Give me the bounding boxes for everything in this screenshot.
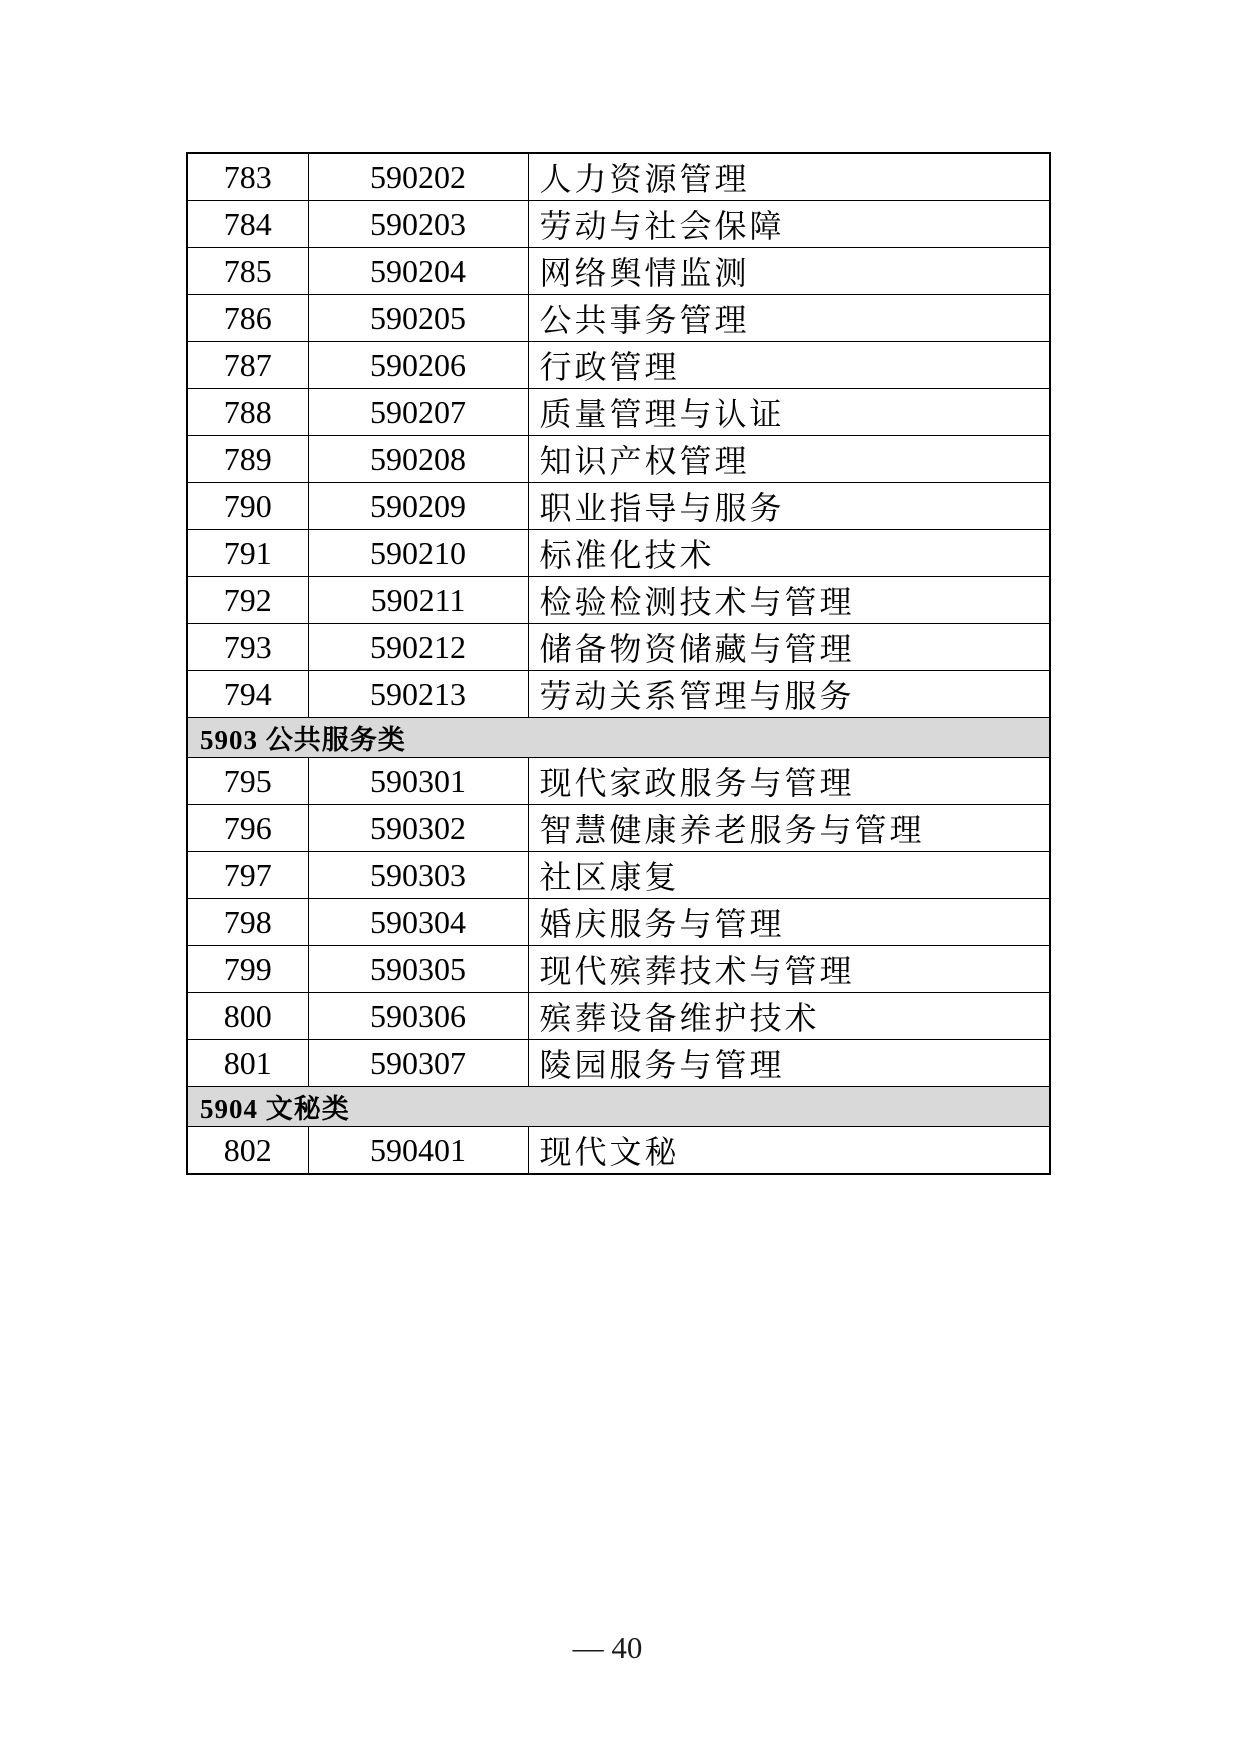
- major-code-cell: 590208: [308, 436, 528, 483]
- major-name-cell: 质量管理与认证: [528, 389, 1050, 436]
- major-code-cell: 590202: [308, 153, 528, 201]
- serial-number-cell: 783: [187, 153, 308, 201]
- major-code-cell: 590302: [308, 805, 528, 852]
- major-code-cell: 590307: [308, 1040, 528, 1087]
- major-name-cell: 职业指导与服务: [528, 483, 1050, 530]
- majors-code-table: [186, 152, 1051, 1175]
- serial-number-cell: 795: [187, 758, 308, 805]
- table-row: [187, 295, 1050, 342]
- major-name-cell: 殡葬设备维护技术: [528, 993, 1050, 1040]
- major-code-cell: 590306: [308, 993, 528, 1040]
- serial-number-cell: 784: [187, 201, 308, 248]
- major-name-cell: 知识产权管理: [528, 436, 1050, 483]
- table-row: [187, 758, 1050, 805]
- section-header-row: [187, 718, 1050, 758]
- table-row: [187, 389, 1050, 436]
- table-row: [187, 1040, 1050, 1087]
- serial-number-cell: 799: [187, 946, 308, 993]
- table-row: [187, 577, 1050, 624]
- major-code-cell: 590401: [308, 1127, 528, 1175]
- section-header: 5904 文秘类: [187, 1087, 1050, 1127]
- page-number: — 40: [572, 1630, 643, 1665]
- table-row: [187, 805, 1050, 852]
- table-row: [187, 624, 1050, 671]
- table-row: [187, 671, 1050, 718]
- major-code-cell: 590207: [308, 389, 528, 436]
- table-row: [187, 342, 1050, 389]
- major-name-cell: 社区康复: [528, 852, 1050, 899]
- major-name-cell: 劳动关系管理与服务: [528, 671, 1050, 718]
- serial-number-cell: 796: [187, 805, 308, 852]
- major-name-cell: 人力资源管理: [528, 153, 1050, 201]
- table-row: [187, 899, 1050, 946]
- table-row: [187, 248, 1050, 295]
- serial-number-cell: 790: [187, 483, 308, 530]
- serial-number-cell: 785: [187, 248, 308, 295]
- major-code-cell: 590205: [308, 295, 528, 342]
- major-name-cell: 劳动与社会保障: [528, 201, 1050, 248]
- serial-number-cell: 792: [187, 577, 308, 624]
- major-name-cell: 智慧健康养老服务与管理: [528, 805, 1050, 852]
- serial-number-cell: 789: [187, 436, 308, 483]
- serial-number-cell: 798: [187, 899, 308, 946]
- serial-number-cell: 787: [187, 342, 308, 389]
- major-name-cell: 检验检测技术与管理: [528, 577, 1050, 624]
- serial-number-cell: 797: [187, 852, 308, 899]
- major-code-cell: 590213: [308, 671, 528, 718]
- serial-number-cell: 788: [187, 389, 308, 436]
- page-footer: [0, 1630, 1241, 1666]
- major-code-cell: 590204: [308, 248, 528, 295]
- major-name-cell: 现代家政服务与管理: [528, 758, 1050, 805]
- major-code-cell: 590203: [308, 201, 528, 248]
- major-code-cell: 590210: [308, 530, 528, 577]
- table-row: [187, 852, 1050, 899]
- table-row: [187, 153, 1050, 201]
- major-code-cell: 590212: [308, 624, 528, 671]
- table-row: [187, 201, 1050, 248]
- major-code-cell: 590206: [308, 342, 528, 389]
- table-row: [187, 993, 1050, 1040]
- section-header: 5903 公共服务类: [187, 718, 1050, 758]
- table-row: [187, 530, 1050, 577]
- table-row: [187, 1127, 1050, 1175]
- major-code-cell: 590303: [308, 852, 528, 899]
- table-row: [187, 483, 1050, 530]
- serial-number-cell: 791: [187, 530, 308, 577]
- serial-number-cell: 800: [187, 993, 308, 1040]
- table-row: [187, 946, 1050, 993]
- major-name-cell: 行政管理: [528, 342, 1050, 389]
- major-code-cell: 590305: [308, 946, 528, 993]
- serial-number-cell: 786: [187, 295, 308, 342]
- serial-number-cell: 793: [187, 624, 308, 671]
- serial-number-cell: 801: [187, 1040, 308, 1087]
- major-name-cell: 陵园服务与管理: [528, 1040, 1050, 1087]
- major-name-cell: 现代殡葬技术与管理: [528, 946, 1050, 993]
- majors-table-body: [187, 153, 1050, 1174]
- major-name-cell: 现代文秘: [528, 1127, 1050, 1175]
- major-name-cell: 网络舆情监测: [528, 248, 1050, 295]
- major-code-cell: 590211: [308, 577, 528, 624]
- section-header-row: [187, 1087, 1050, 1127]
- major-code-cell: 590209: [308, 483, 528, 530]
- table-row: [187, 436, 1050, 483]
- serial-number-cell: 794: [187, 671, 308, 718]
- major-name-cell: 标准化技术: [528, 530, 1050, 577]
- major-name-cell: 公共事务管理: [528, 295, 1050, 342]
- major-code-cell: 590304: [308, 899, 528, 946]
- major-name-cell: 婚庆服务与管理: [528, 899, 1050, 946]
- major-name-cell: 储备物资储藏与管理: [528, 624, 1050, 671]
- serial-number-cell: 802: [187, 1127, 308, 1175]
- major-code-cell: 590301: [308, 758, 528, 805]
